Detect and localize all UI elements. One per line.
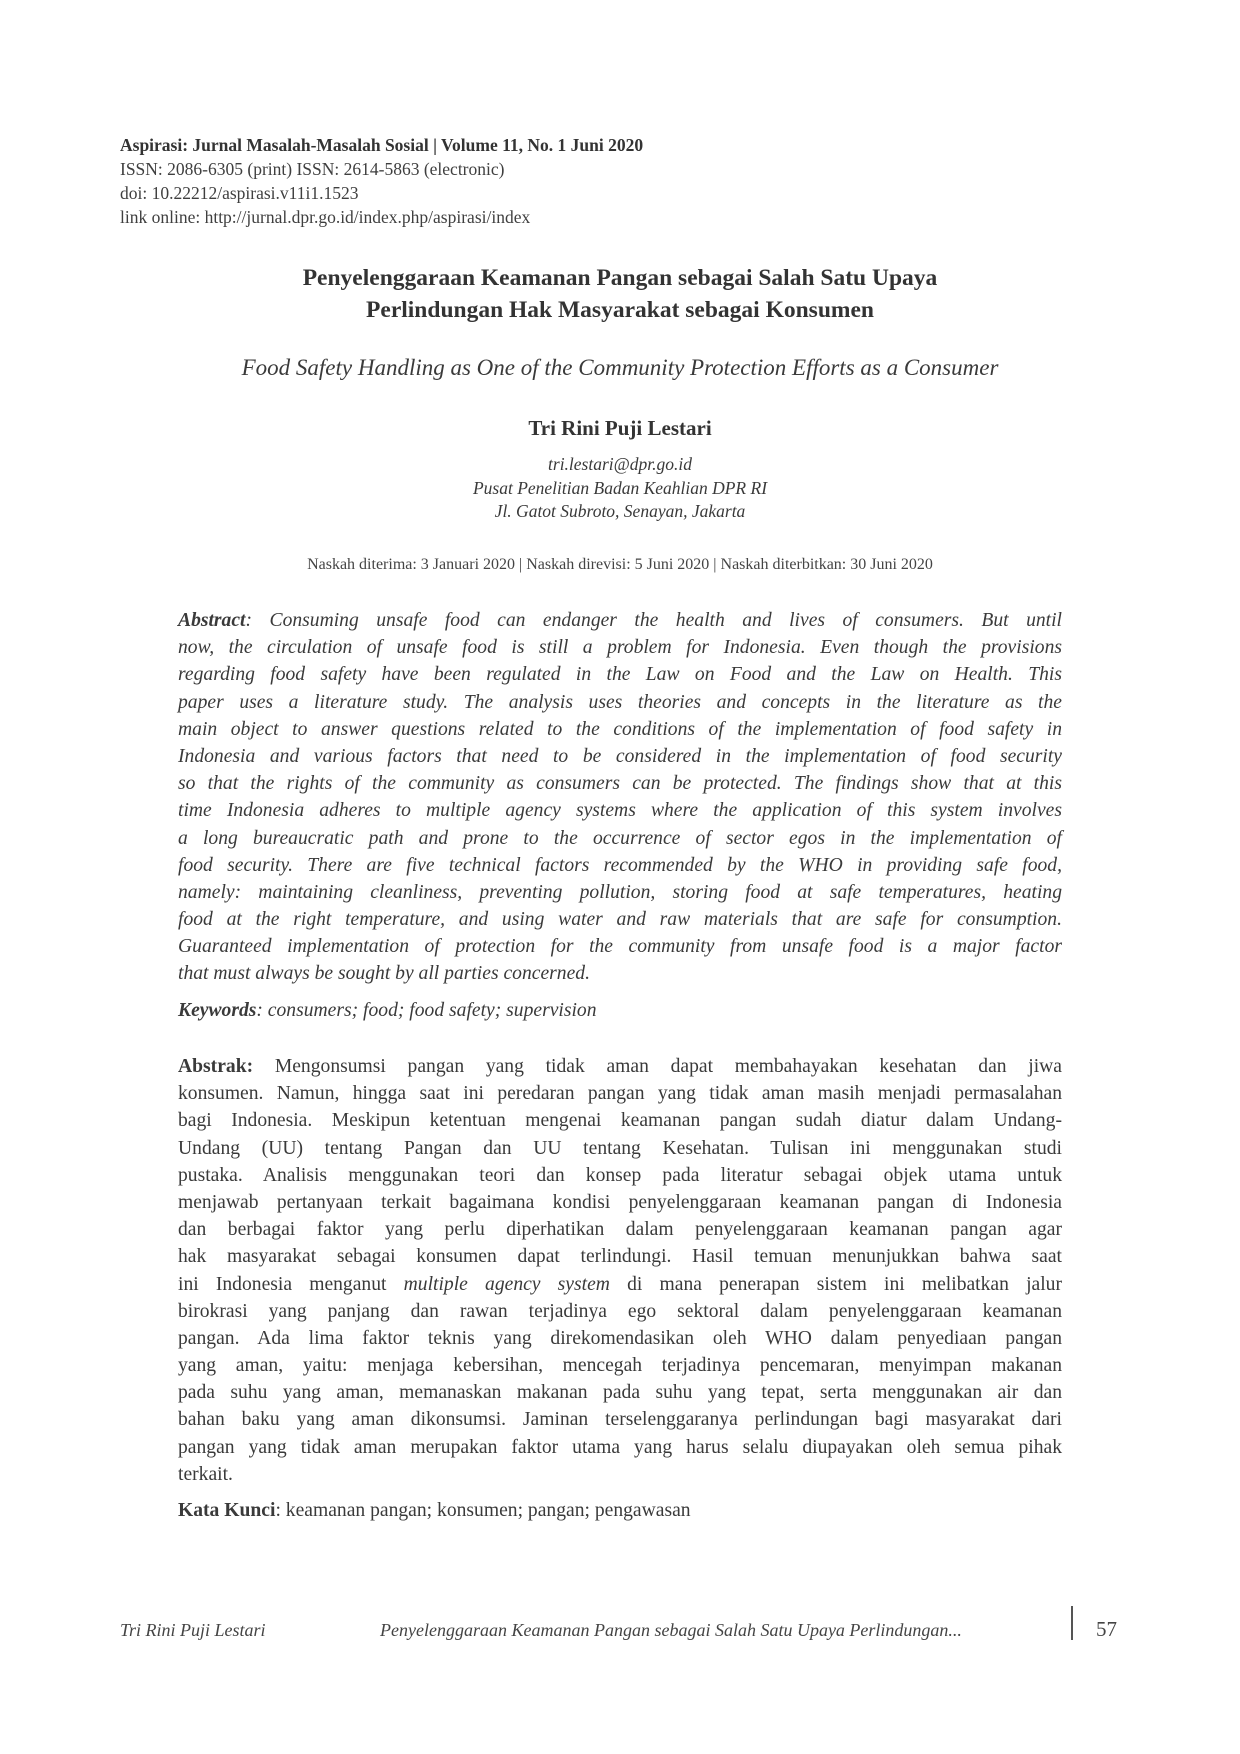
paper-title-line-1: Penyelenggaraan Keamanan Pangan sebagai Salah Satu Upaya (302, 265, 938, 291)
abstract-id-line: Undang (UU) tentang Pangan dan UU tentang Kesehatan. Tulisan ini menggunakan studi (178, 1137, 1062, 1159)
abstract-id-line: terkait. (178, 1463, 233, 1485)
abstract-en-line: main object to answer questions related to the conditions of the implementation of food safety in (178, 718, 1062, 740)
abstract-english (178, 607, 1062, 988)
abstract-en-line: food at the right temperature, and using water and raw materials that are safe for consumption. (178, 909, 1062, 931)
abstract-id-line: bahan baku yang aman dikonsumsi. Jaminan terselenggaranya perlindungan bagi masyarakat dari (178, 1409, 1062, 1431)
abstract-id-line: menjawab pertanyaan terkait bagaimana kondisi penyelenggaraan keamanan pangan di Indonesia (178, 1191, 1062, 1213)
author-address: Jl. Gatot Subroto, Senayan, Jakarta (494, 501, 746, 521)
abstract-id-label: Abstrak: (178, 1056, 254, 1077)
journal-header (120, 133, 643, 229)
keywords-en-label: Keywords (178, 1000, 257, 1021)
abstract-en-first-line: : Consuming unsafe food can endanger the health and lives of consumers. But until (245, 610, 1062, 631)
abstract-en-line: so that the rights of the community as consumers can be protected. The findings show that at this (178, 773, 1062, 795)
submission-dates: Naskah diterima: 3 Januari 2020 | Naskah direvisi: 5 Juni 2020 | Naskah diterbitkan: 30 Juni 2020 (307, 556, 933, 573)
abstract-en-label: Abstract (178, 610, 246, 631)
abstract-id-text: di mana penerapan sistem ini melibatkan jalur (609, 1273, 1062, 1295)
keywords-id-label: Kata Kunci (178, 1500, 276, 1521)
abstract-id-line: hak masyarakat sebagai konsumen dapat terlindungi. Hasil temuan menunjukkan bahwa saat (178, 1246, 1062, 1268)
author-email: tri.lestari@dpr.go.id (548, 454, 692, 474)
abstract-id-line: dan berbagai faktor yang perlu diperhatikan dalam penyelenggaraan keamanan pangan agar (178, 1219, 1062, 1241)
author-institution: Pusat Penelitian Badan Keahlian DPR RI (472, 477, 768, 498)
abstract-id-line: pustaka. Analisis menggunakan teori dan konsep pada literatur sebagai objek utama untuk (178, 1164, 1062, 1186)
article-doi: doi: 10.22212/aspirasi.v11i1.1523 (120, 183, 359, 203)
abstract-en-line: a long bureaucratic path and prone to the occurrence of sector egos in the implementation of (178, 827, 1062, 849)
abstract-en-line: Indonesia and various factors that need to be considered in the implementation of food security (178, 745, 1062, 767)
paper-title-line-2: Perlindungan Hak Masyarakat sebagai Konsumen (366, 297, 874, 323)
abstract-id-line: birokrasi yang panjang dan rawan terjadinya ego sektoral dalam penyelenggaraan keamanan (178, 1300, 1062, 1322)
abstract-id-line: pangan. Ada lima faktor teknis yang direkomendasikan oleh WHO dalam penyediaan pangan (178, 1327, 1062, 1349)
abstract-en-line: Guaranteed implementation of protection for the community from unsafe food is a major factor (178, 936, 1062, 958)
paper-title (120, 262, 1120, 326)
abstract-en-line (178, 607, 1062, 634)
abstract-en-line: food security. There are five technical factors recommended by the WHO in providing safe food, (178, 854, 1062, 876)
footer-running-title: Penyelenggaraan Keamanan Pangan sebagai Salah Satu Upaya Perlindungan... (380, 1620, 962, 1640)
keywords-english (178, 1000, 597, 1022)
journal-issn: ISSN: 2086-6305 (print) ISSN: 2614-5863 (electronic) (120, 159, 505, 179)
abstract-en-line: namely: maintaining cleanliness, preventing pollution, storing food at safe temperatures, heating (178, 881, 1062, 903)
journal-link: link online: http://jurnal.dpr.go.id/index.php/aspirasi/index (120, 207, 531, 227)
author-affiliation (120, 453, 1120, 524)
abstract-id-line (178, 1053, 1062, 1080)
abstract-en-line: time Indonesia adheres to multiple agency systems where the application of this system involves (178, 800, 1062, 822)
keywords-indonesian (178, 1500, 691, 1522)
page-number: 57 (1096, 1617, 1117, 1641)
abstract-id-italic-term: multiple agency system (403, 1273, 610, 1295)
abstract-id-line: pangan yang tidak aman merupakan faktor utama yang harus selalu diupayakan oleh semua pihak (178, 1436, 1062, 1458)
abstract-en-line: paper uses a literature study. The analysis uses theories and concepts in the literature as the (178, 691, 1062, 713)
abstract-id-text: ini Indonesia menganut (178, 1273, 404, 1295)
keywords-en-text: : consumers; food; food safety; supervision (256, 1000, 597, 1021)
keywords-id-text: : keamanan pangan; konsumen; pangan; pengawasan (275, 1500, 691, 1521)
author-name: Tri Rini Puji Lestari (528, 416, 712, 440)
abstract-id-line: pada suhu yang aman, memanaskan makanan pada suhu yang tepat, serta menggunakan air dan (178, 1382, 1062, 1404)
english-title: Food Safety Handling as One of the Community Protection Efforts as a Consumer (241, 355, 999, 380)
abstract-en-line: now, the circulation of unsafe food is still a problem for Indonesia. Even though the provisions (178, 637, 1062, 659)
journal-title: Aspirasi: Jurnal Masalah-Masalah Sosial | Volume 11, No. 1 Juni 2020 (120, 135, 644, 155)
abstract-id-line: konsumen. Namun, hingga saat ini peredaran pangan yang tidak aman masih menjadi permasalahan (178, 1083, 1062, 1105)
abstract-id-line: yang aman, yaitu: menjaga kebersihan, mencegah terjadinya pencemaran, menyimpan makanan (178, 1355, 1062, 1377)
abstract-en-line: regarding food safety have been regulated in the Law on Food and the Law on Health. This (178, 664, 1062, 686)
abstract-en-line: that must always be sought by all parties concerned. (178, 963, 590, 985)
abstract-id-line (178, 1271, 1062, 1298)
abstract-indonesian (178, 1053, 1062, 1488)
abstract-id-line: bagi Indonesia. Meskipun ketentuan mengenai keamanan pangan sudah diatur dalam Undang- (178, 1110, 1062, 1132)
footer-divider (1071, 1606, 1073, 1640)
abstract-id-first-line: Mengonsumsi pangan yang tidak aman dapat membahayakan kesehatan dan jiwa (253, 1056, 1062, 1077)
footer-author: Tri Rini Puji Lestari (120, 1620, 266, 1640)
